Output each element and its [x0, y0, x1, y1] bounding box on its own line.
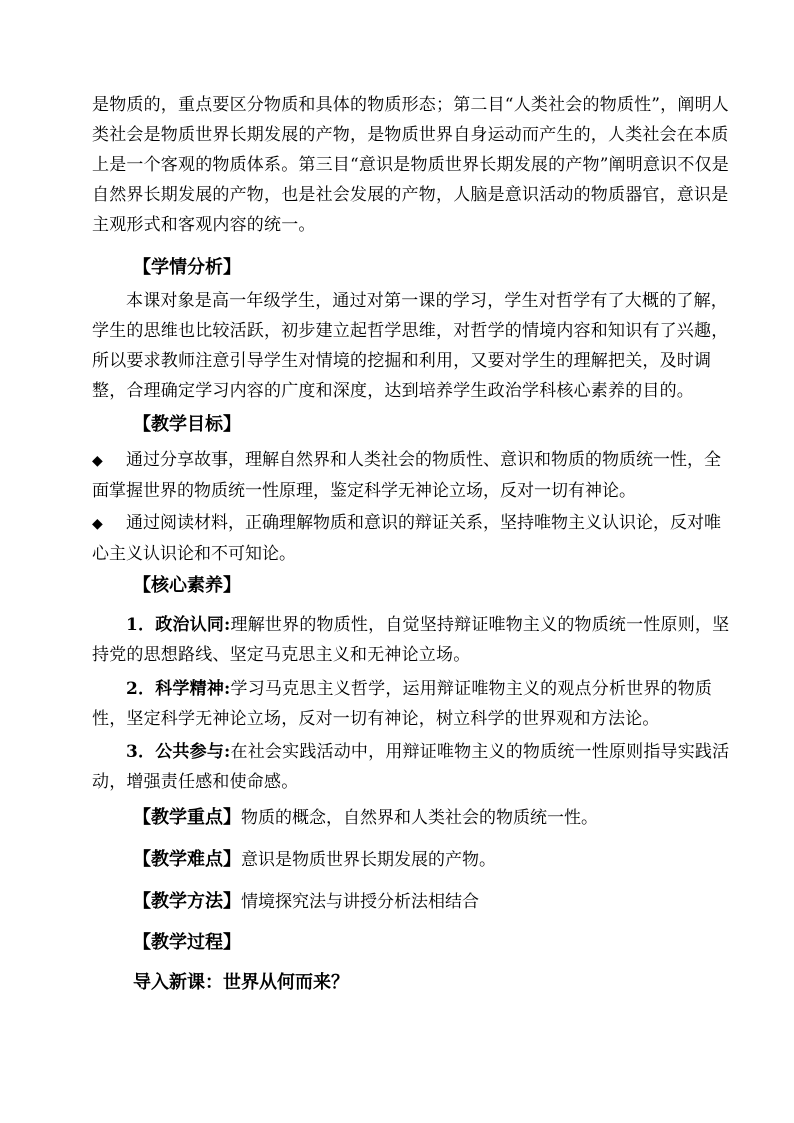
diamond-bullet-icon: ◆ — [92, 453, 103, 469]
diamond-bullet-icon: ◆ — [92, 516, 103, 532]
core-literacy-item — [92, 610, 732, 670]
teaching-goal-item — [92, 445, 732, 506]
teaching-goal-text: 通过阅读材料，正确理解物质和意识的辩证关系，坚持唯物主义认识论，反对唯心主义认识论和不可知论。 — [92, 513, 721, 564]
difficult-point-line — [133, 845, 496, 875]
core-literacy-text: 学习马克思主义哲学，运用辩证唯物主义的观点分析世界的物质性，坚定科学无神论立场，反对一切有神论，树立科学的世界观和方法论。 — [92, 679, 713, 729]
learning-analysis-heading: 【学情分析】 — [133, 257, 241, 278]
learning-analysis-text: 本课对象是高一年级学生，通过对第一课的学习，学生对哲学有了大概的了解，学生的思维也比较活跃，初步建立起哲学思维，对哲学的情境内容和知识有了兴趣，所以要求教师注意引导学生对情境的挖掘和利用，又要对学生的理解把关，及时调整，合理确定学习内容的广度和深度，达到培养学生政治学科核心素养的目的。 — [92, 291, 729, 401]
core-literacy-heading: 【核心素养】 — [133, 575, 241, 596]
introduction-line: 导入新课：世界从何而来？ — [133, 972, 349, 993]
method-heading: 【教学方法】 — [133, 891, 241, 912]
core-literacy-text: 在社会实践活动中，用辩证唯物主义的物质统一性原则指导实践活动，增强责任感和使命感。 — [92, 742, 730, 792]
teaching-goal-item — [92, 508, 732, 569]
difficult-point-text: 意识是物质世界长期发展的产物。 — [241, 850, 496, 870]
process-heading: 【教学过程】 — [133, 932, 241, 953]
method-text: 情境探究法与讲授分析法相结合 — [241, 892, 479, 912]
method-line — [133, 887, 479, 917]
core-literacy-label: 1．政治认同: — [126, 615, 231, 635]
difficult-point-heading: 【教学难点】 — [133, 849, 241, 870]
core-literacy-label: 3．公共参与: — [126, 742, 231, 762]
teaching-goal-text: 通过分享故事，理解自然界和人类社会的物质性、意识和物质的物质统一性，全面掌握世界的物质统一性原理，鉴定科学无神论立场，反对一切有神论。 — [92, 450, 721, 501]
key-point-heading: 【教学重点】 — [133, 807, 241, 828]
core-literacy-item — [92, 737, 732, 797]
core-literacy-text: 理解世界的物质性，自觉坚持辩证唯物主义的物质统一性原则，坚持党的思想路线、坚定马克思主义和无神论立场。 — [92, 615, 730, 665]
intro-paragraph: 是物质的，重点要区分物质和具体的物质形态；第二目“人类社会的物质性”，阐明人类社会是物质世界长期发展的产物，是物质世界自身运动而产生的，人类社会在本质上是一个客观的物质体系。第三目“意识是物质世界长期发展的产物”阐明意识不仅是自然界长期发展的产物，也是社会发展的产物，人脑是意识活动的物质器官，意识是主观形式和客观内容的统一。 — [92, 95, 729, 235]
core-literacy-item — [92, 674, 732, 734]
key-point-text: 物质的概念，自然界和人类社会的物质统一性。 — [241, 808, 598, 828]
key-point-line — [133, 803, 598, 833]
core-literacy-label: 2．科学精神: — [126, 679, 231, 699]
teaching-goals-heading: 【教学目标】 — [133, 414, 241, 435]
